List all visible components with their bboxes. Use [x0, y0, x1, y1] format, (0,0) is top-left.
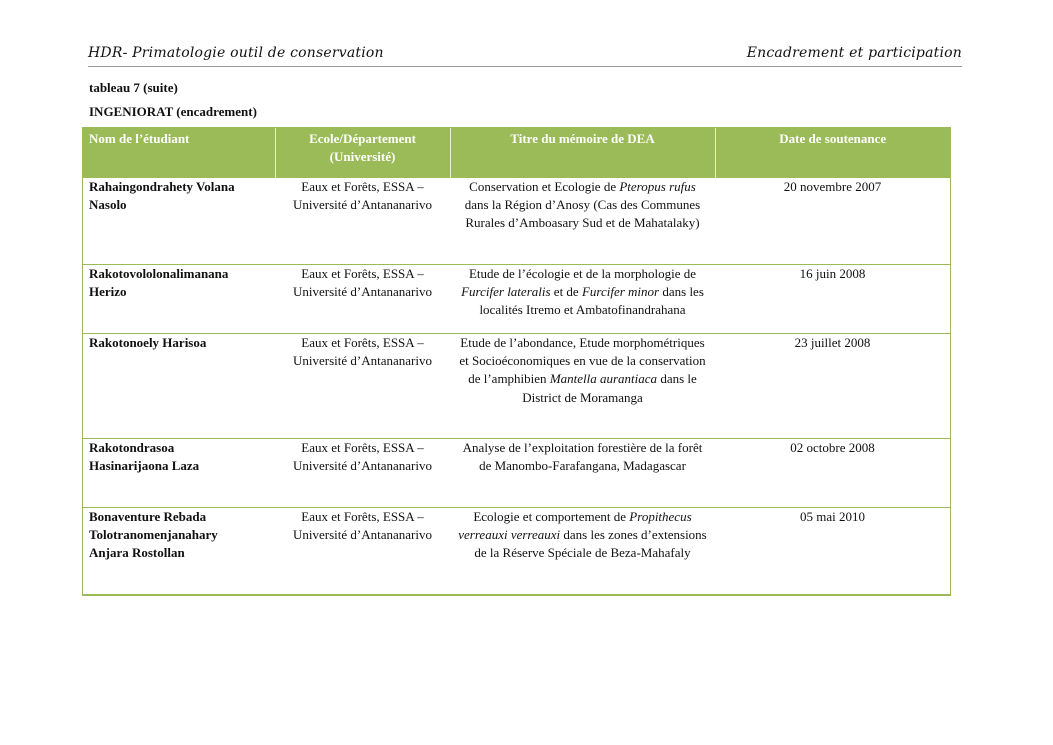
- thesis-title: [450, 178, 715, 265]
- thesis-title: [450, 508, 715, 595]
- student-name: [83, 265, 275, 334]
- school-line: Eaux et Forêts, ESSA –: [301, 179, 424, 194]
- school-line: Université d’Antananarivo: [293, 527, 432, 543]
- page-header: [88, 44, 962, 67]
- defense-date: 16 juin 2008: [715, 265, 950, 334]
- school-line: Université d’Antananarivo: [293, 458, 432, 474]
- thesis-text: Etude de l’écologie et de la morphologie de: [468, 266, 697, 281]
- thesis-text: Analyse de l’exploitation forestière de la forêt de Manombo-Farafangana, Madagascar: [462, 440, 703, 474]
- defense-date: 05 mai 2010: [715, 508, 950, 595]
- school-line: Université d’Antananarivo: [293, 353, 432, 369]
- thesis-text: dans la Région d’Anosy (Cas des Communes Rurales d’Amboasary Sud et de Mahatalaky): [464, 197, 701, 231]
- student-name-line: Tolotranomenjanahary: [89, 527, 218, 543]
- thesis-title: [450, 334, 715, 439]
- table-row: [83, 334, 950, 439]
- student-name-line: Rakotonoely Harisoa: [89, 335, 207, 350]
- student-name-line: Nasolo: [89, 197, 127, 213]
- student-name-line: Rakotovololonalimanana: [89, 266, 229, 281]
- species-name: Mantella aurantiaca: [549, 371, 658, 387]
- student-name-line: Anjara Rostollan: [89, 545, 185, 561]
- defense-date: 23 juillet 2008: [715, 334, 950, 439]
- school-line: Eaux et Forêts, ESSA –: [301, 266, 424, 281]
- table-header-row: [83, 128, 950, 178]
- header-school-line1: Ecole/Département: [309, 131, 416, 146]
- header-school: [275, 128, 450, 178]
- school-line: Université d’Antananarivo: [293, 284, 432, 300]
- section-title: INGENIORAT (encadrement): [89, 104, 257, 119]
- thesis-text: dans les zones d’extensions de la Réserve Spéciale de Beza-Mahafaly: [474, 527, 707, 561]
- student-name-line: Rakotondrasoa: [89, 440, 175, 455]
- school-line: Eaux et Forêts, ESSA –: [301, 509, 424, 524]
- defense-date: 02 octobre 2008: [715, 439, 950, 508]
- header-student: [83, 128, 275, 178]
- school: [275, 334, 450, 439]
- student-name: [83, 178, 275, 265]
- school: [275, 439, 450, 508]
- species-name: Pteropus rufus: [619, 179, 696, 194]
- thesis-text: dans le District de Moramanga: [522, 371, 697, 405]
- table-row: [83, 178, 950, 265]
- header-date: [715, 128, 950, 178]
- student-name-line: Bonaventure Rebada: [89, 509, 207, 524]
- header-thesis: [450, 128, 715, 178]
- table-row: [83, 508, 950, 595]
- supervision-table: [82, 127, 951, 596]
- header-school-line2: (Université): [329, 149, 396, 165]
- student-name: [83, 508, 275, 595]
- thesis-text: et de: [550, 284, 582, 300]
- school: [275, 265, 450, 334]
- table-row: [83, 265, 950, 334]
- school: [275, 508, 450, 595]
- thesis-title: [450, 265, 715, 334]
- school-line: Eaux et Forêts, ESSA –: [301, 440, 424, 455]
- student-name-line: Rahaingondrahety Volana: [89, 179, 235, 194]
- table-caption: tableau 7 (suite): [89, 80, 178, 95]
- student-name-line: Hasinarijaona Laza: [89, 458, 200, 474]
- species-name: Furcifer lateralis: [461, 284, 551, 300]
- header-date-label: Date de soutenance: [779, 131, 887, 146]
- table-row: [83, 439, 950, 508]
- defense-date: 20 novembre 2007: [715, 178, 950, 265]
- school-line: Université d’Antananarivo: [293, 197, 432, 213]
- thesis-text: Conservation et Ecologie de: [469, 179, 620, 194]
- thesis-title: [450, 439, 715, 508]
- header-section-title: Encadrement et participation: [746, 45, 962, 61]
- header-document-title: HDR- Primatologie outil de conservation: [88, 45, 384, 61]
- header-student-label: Nom de l’étudiant: [89, 131, 190, 146]
- school-line: Eaux et Forêts, ESSA –: [301, 335, 424, 350]
- species-name: Furcifer minor: [581, 284, 660, 300]
- student-name: [83, 334, 275, 439]
- species-name: Propithecus verreauxi verreauxi: [458, 509, 692, 543]
- header-thesis-label: Titre du mémoire de DEA: [510, 131, 655, 146]
- student-name: [83, 439, 275, 508]
- thesis-text: Etude de l’abondance, Etude morphométriques et Socioéconomiques en vue de la conservation de l’amphibien: [459, 335, 706, 387]
- thesis-text: Ecologie et comportement de: [473, 509, 630, 524]
- school: [275, 178, 450, 265]
- student-name-line: Herizo: [89, 284, 127, 300]
- thesis-text: dans les localités Itremo et Ambatofinandrahana: [479, 284, 704, 318]
